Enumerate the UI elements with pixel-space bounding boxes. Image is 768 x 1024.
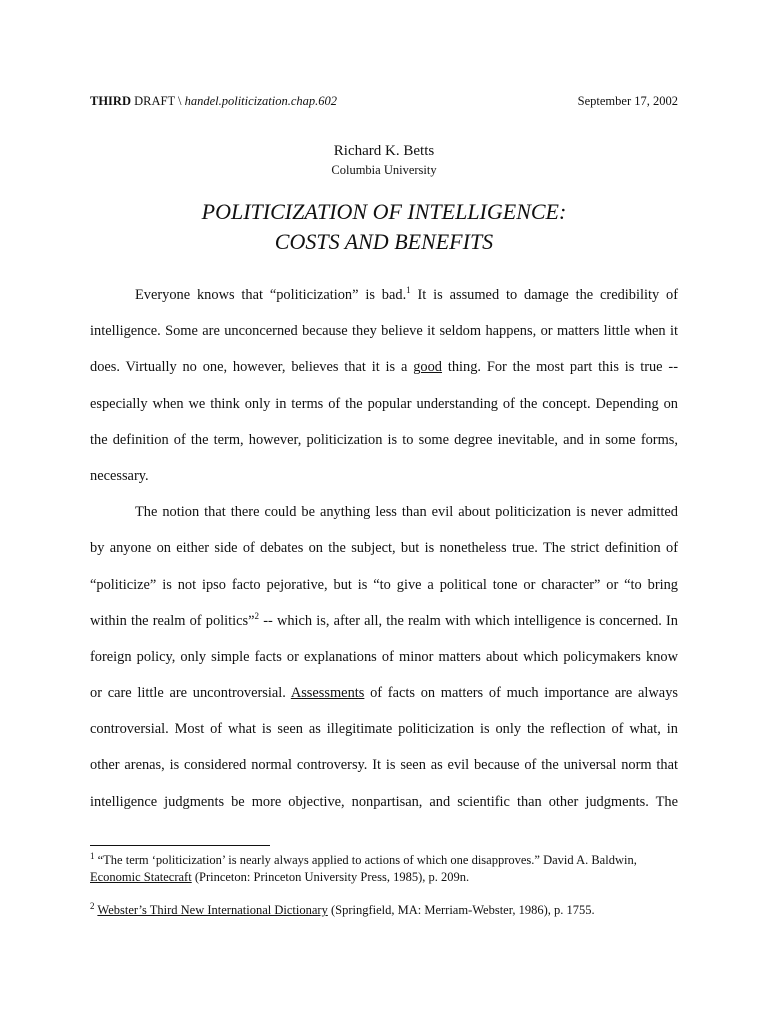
- underlined-word: good: [413, 359, 442, 376]
- paragraph-2-line-6: [90, 675, 678, 711]
- paragraph-2-line-3: “politicize” is not ipso facto pejorative, but is “to give a political tone or character” or “to bring: [90, 576, 678, 593]
- paragraph-1-line-3: [90, 349, 678, 385]
- footnote-ref-2: 2: [254, 610, 260, 621]
- paragraph-1-line-1: [90, 277, 678, 313]
- footnote-ref-1: 1: [406, 285, 411, 296]
- paragraph-1-line-5: the definition of the term, however, politicization is to some degree inevitable, and in some forms,: [90, 431, 678, 448]
- text-run: does. Virtually no one, however, believes that it is a: [90, 359, 414, 376]
- footnotes: [90, 852, 678, 919]
- body-text: [90, 277, 678, 820]
- text-run: It is assumed to damage the credibility of: [410, 287, 678, 303]
- paragraph-2-line-5: foreign policy, only simple facts or explanations of minor matters about which policymakers know: [90, 648, 678, 665]
- paragraph-2-line-4: [90, 603, 678, 639]
- footnote-2-book-title: Webster’s Third New International Dictionary: [97, 903, 328, 917]
- author-affiliation: Columbia University: [331, 163, 437, 177]
- text-run: within the realm of politics”: [90, 612, 255, 629]
- footnote-1-number: 1: [90, 850, 95, 861]
- paragraph-2-line-8: other arenas, is considered normal controversy. It is seen as evil because of the universal norm that: [90, 757, 678, 774]
- text-run: or care little are uncontroversial.: [90, 685, 291, 702]
- text-run: “The term ‘politicization’ is nearly always applied to actions of which one disapproves.” David A. Baldwin,: [94, 853, 637, 867]
- paragraph-2-line-7: controversial. Most of what is seen as illegitimate politicization is only the reflection of what, in: [90, 721, 678, 738]
- text-run: -- which is, after all, the realm with which intelligence is concerned. In: [259, 612, 678, 629]
- header-date: September 17, 2002: [577, 94, 678, 108]
- draft-label: [90, 93, 337, 109]
- author-name: Richard K. Betts: [333, 143, 435, 159]
- footnote-1: [90, 852, 678, 886]
- text-run: (Princeton: Princeton University Press, 1985), p. 209n.: [191, 870, 470, 884]
- paragraph-1-line-2: intelligence. Some are unconcerned because they believe it seldom happens, or matters little when it: [90, 323, 678, 340]
- footnote-divider: [90, 845, 270, 846]
- file-name: handel.politicization.chap.602: [184, 94, 338, 108]
- text-run: thing. For the most part this is true --: [442, 359, 678, 376]
- text-run: of facts on matters of much importance are always: [364, 685, 678, 702]
- draft-bold: THIRD: [90, 94, 131, 108]
- title-line-1: POLITICIZATION OF INTELLIGENCE:: [201, 199, 567, 224]
- footnote-1-book-title: Economic Statecraft: [90, 870, 192, 884]
- paragraph-2-line-1: The notion that there could be anything less than evil about politicization is never admitted: [135, 504, 678, 521]
- text-run: (Springfield, MA: Merriam-Webster, 1986), p. 1755.: [327, 903, 595, 917]
- paragraph-2-line-2: by anyone on either side of debates on the subject, but is nonetheless true. The strict definition of: [90, 540, 678, 557]
- paragraph-2-line-9: intelligence judgments be more objective, nonpartisan, and scientific than other judgments. The: [90, 793, 678, 810]
- draft-rest: DRAFT \: [130, 94, 185, 108]
- footnote-2-number: 2: [90, 900, 95, 911]
- underlined-word: Assessments: [290, 685, 365, 702]
- title-line-2: COSTS AND BENEFITS: [274, 229, 494, 254]
- paragraph-1-line-4: especially when we think only in terms of the popular understanding of the concept. Depending on: [90, 395, 678, 412]
- text-run: Everyone knows that “politicization” is bad.: [135, 287, 407, 303]
- paragraph-1-line-6: necessary.: [90, 467, 149, 484]
- footnote-2: [90, 902, 678, 919]
